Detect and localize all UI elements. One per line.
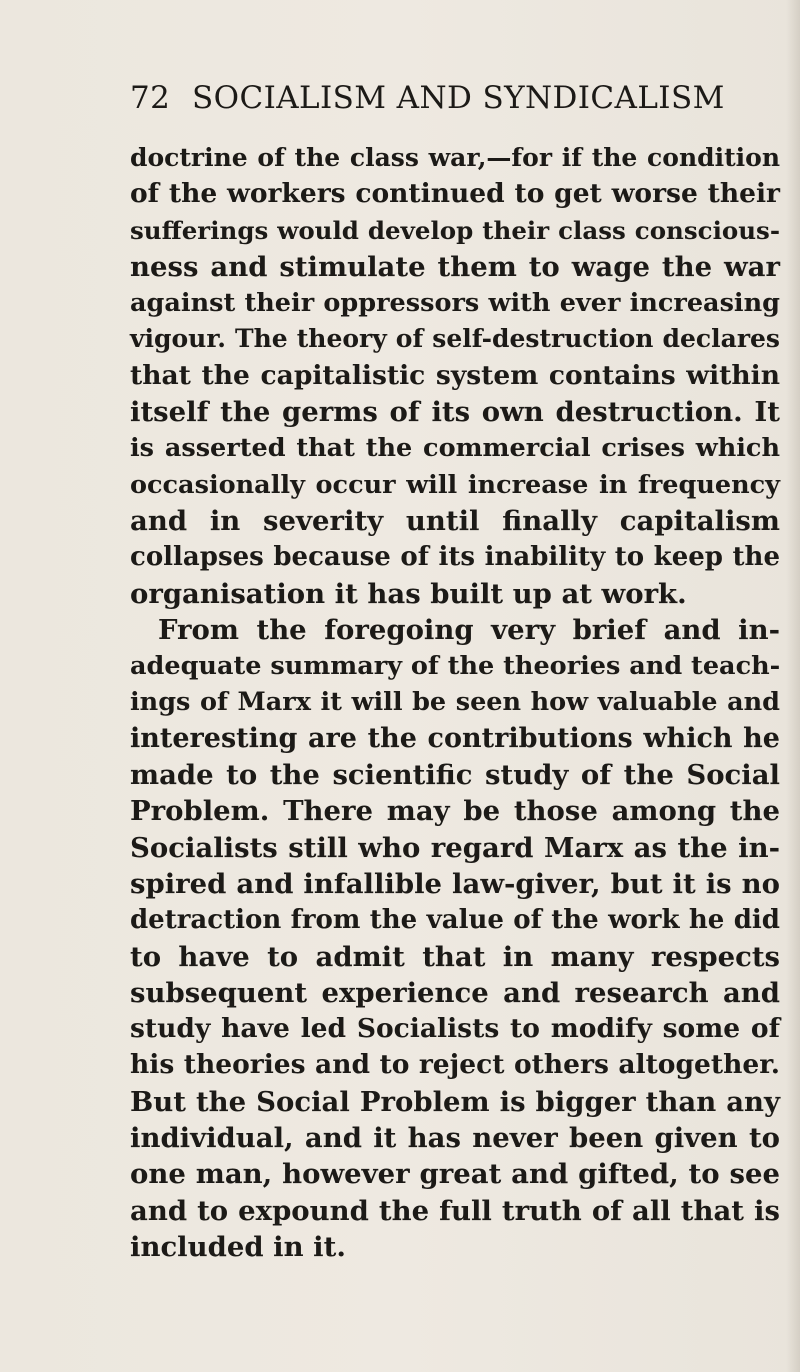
text-line: Problem. There may be those among the bbox=[130, 795, 780, 828]
text-line: his theories and to reject others altogether. bbox=[130, 1049, 780, 1081]
text-line: subsequent experience and research and bbox=[130, 976, 780, 1009]
text-line: From the foregoing very brief and in- bbox=[158, 613, 780, 646]
text-line: study have led Socialists to modify some of bbox=[130, 1013, 780, 1045]
page-edge-shadow bbox=[786, 0, 800, 1372]
text-line: detraction from the value of the work he did bbox=[130, 905, 780, 936]
running-title: SOCIALISM AND SYNDICALISM bbox=[192, 80, 725, 116]
text-line: collapses because of its inability to keep the bbox=[130, 542, 780, 573]
text-line: sufferings would develop their class conscious- bbox=[130, 215, 780, 245]
text-line: occasionally occur will increase in frequency bbox=[130, 469, 780, 500]
text-line: to have to admit that in many respects bbox=[130, 940, 780, 973]
text-line: adequate summary of the theories and teach- bbox=[130, 651, 781, 682]
text-line: itself the germs of its own destruction. It bbox=[130, 396, 780, 429]
text-line: against their oppressors with ever increasing bbox=[130, 288, 780, 319]
text-line: and to expound the full truth of all that is bbox=[130, 1194, 780, 1227]
text-line: But the Social Problem is bigger than any bbox=[130, 1085, 780, 1118]
text-line: of the workers continued to get worse their bbox=[130, 178, 780, 210]
page-header bbox=[130, 80, 780, 124]
text-line: and in severity until finally capitalism bbox=[130, 504, 780, 537]
text-line: spired and infallible law-giver, but it is no bbox=[130, 867, 780, 900]
text-line: ness and stimulate them to wage the war bbox=[130, 250, 780, 283]
text-line: individual, and it has never been given to bbox=[130, 1122, 780, 1155]
text-line: included in it. bbox=[130, 1230, 346, 1263]
text-line: ings of Marx it will be seen how valuable and bbox=[130, 687, 780, 718]
text-line: doctrine of the class war,—for if the condition bbox=[130, 143, 780, 172]
text-line: interesting are the contributions which he bbox=[130, 722, 780, 754]
page-number: 72 bbox=[130, 80, 171, 116]
text-line: that the capitalistic system contains within bbox=[130, 359, 780, 391]
text-line: Socialists still who regard Marx as the in- bbox=[130, 831, 780, 864]
text-line: organisation it has built up at work. bbox=[130, 577, 687, 610]
text-line: made to the scientific study of the Social bbox=[130, 759, 780, 792]
text-line: one man, however great and gifted, to see bbox=[130, 1158, 780, 1191]
body-text bbox=[130, 140, 780, 1265]
text-line: is asserted that the commercial crises which bbox=[130, 433, 780, 464]
text-line: vigour. The theory of self-destruction declares bbox=[130, 324, 780, 354]
